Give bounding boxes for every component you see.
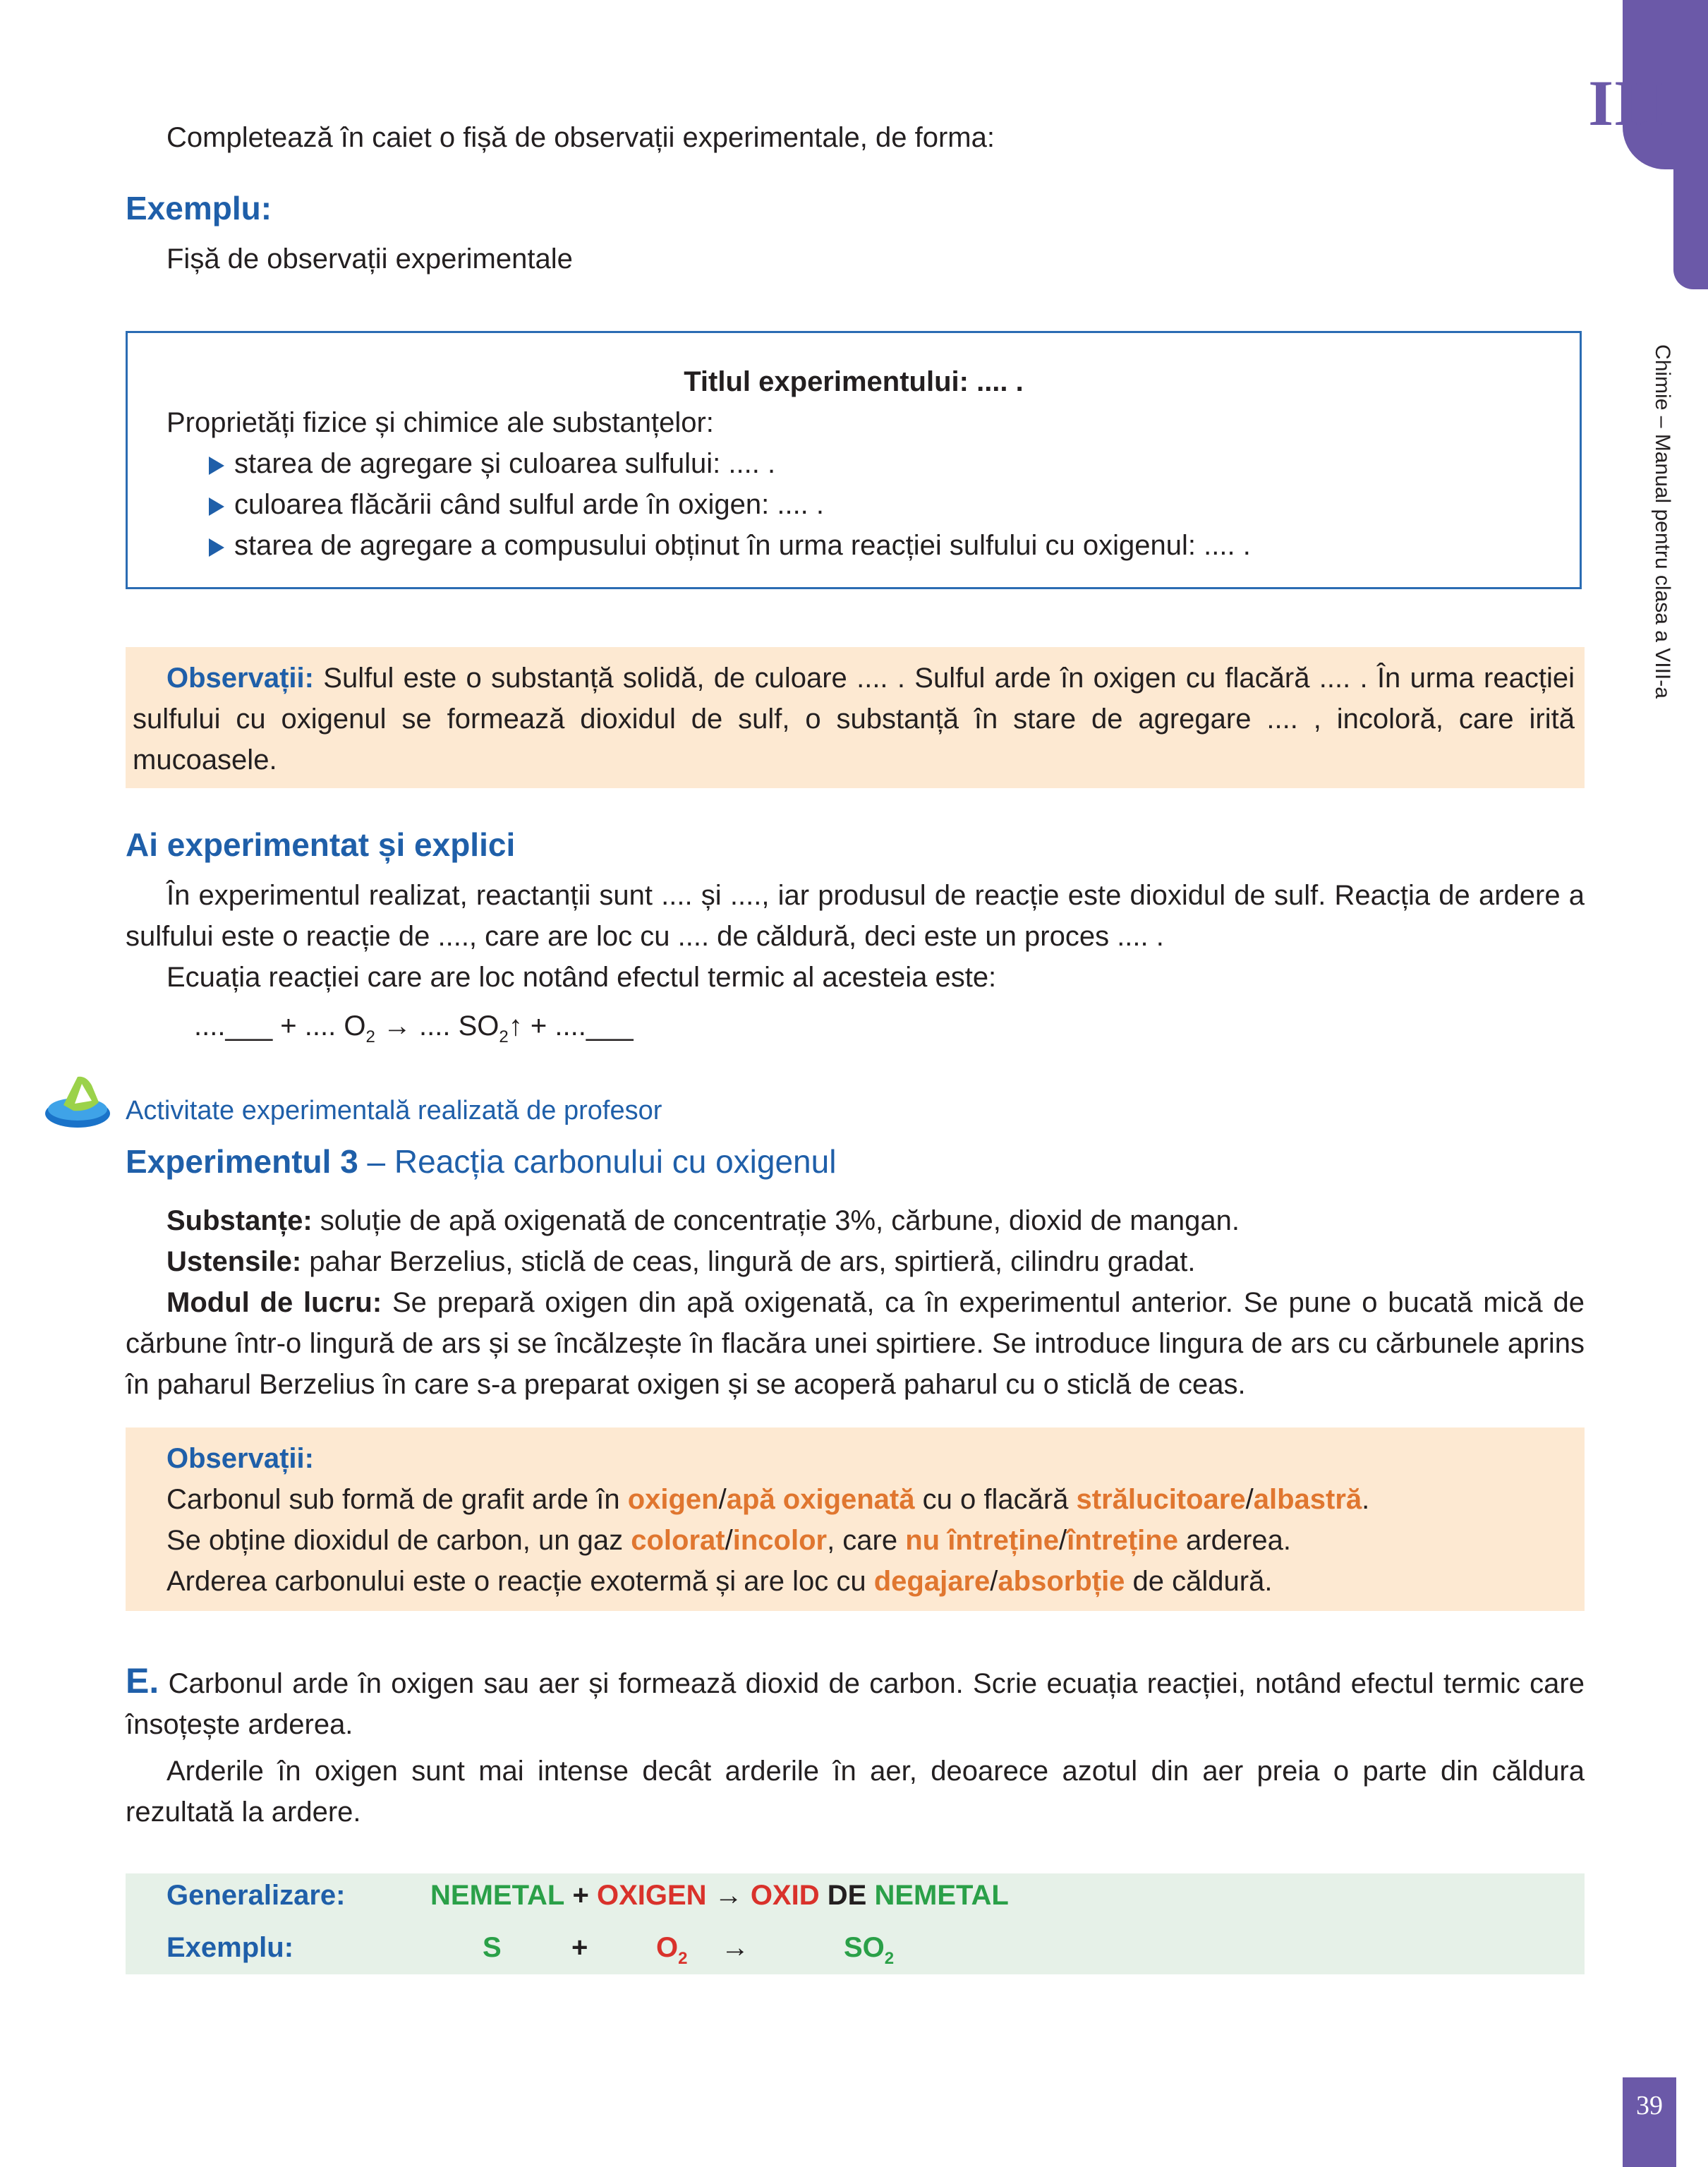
example-heading: Exemplu: xyxy=(126,190,272,227)
sheet-item: starea de agregare a compusului obținut în urma reacției sulfului cu oxigenul: .... . xyxy=(209,525,1251,566)
generalization-formula: NEMETAL + OXIGEN → OXID DE NEMETAL xyxy=(430,1880,1009,1911)
choice-intretine[interactable]: întreține xyxy=(1067,1525,1178,1556)
unit-label: Unitatea xyxy=(1635,197,1659,276)
choice-incolor[interactable]: incolor xyxy=(732,1525,828,1556)
unit-number: III xyxy=(1588,67,1664,139)
choice-colorat[interactable]: colorat xyxy=(631,1525,725,1556)
choice-nu-intretine[interactable]: nu întreține xyxy=(905,1525,1060,1556)
explain-paragraph: În experimentul realizat, reactanții sunt .... și ...., iar produsul de reacție este dioxidul de sulf. Reacția de ardere a sulfului este o reacție de ...., care are loc cu .... de căldură, deci este un proces .... . xyxy=(126,880,1585,952)
sulfur-equation: ....___ + .... $O_2$ → .... $SO_2↑$ + ....___ xyxy=(194,1010,634,1046)
experiment-heading: Experimentul 3 – Reacția carbonului cu oxigenul xyxy=(126,1143,837,1180)
example-arrow: → xyxy=(721,1932,749,1963)
example-plus: + xyxy=(571,1932,588,1963)
sheet-item: starea de agregare și culoarea sulfului: .... . xyxy=(209,443,775,484)
observation-line-1: Carbonul sub formă de grafit arde în oxigen/apă oxigenată cu o flacără strălucitoare/albastră. xyxy=(166,1484,1370,1515)
bullet-triangle-icon xyxy=(209,497,224,516)
method-paragraph: Modul de lucru: Se prepară oxigen din apă oxigenată, ca în experimentul anterior. Se pune o bucată mică de cărbune într-o lingură de ars și se încălzește în flacăra unei spirtiere. Se introduce lingura de ars cu cărbunele aprins în paharul Berzelius în care s-a preparat oxigen și se acoperă paharul cu o sticlă de ceas. xyxy=(126,1287,1585,1400)
choice-stralucitoare[interactable]: strălucitoare xyxy=(1076,1484,1246,1515)
book-title: Chimie – Manual pentru clasa a VIII-a xyxy=(1651,344,1674,699)
sheet-item: culoarea flăcării când sulful arde în oxigen: .... . xyxy=(209,484,824,525)
example-so2: $SO_2$ xyxy=(844,1932,895,1968)
observations-1-text: Observații: Sulful este o substanță solidă, de culoare .... . Sulful arde în oxigen cu flacără .... . În urma reacției sulfului cu oxigenul se formează dioxidul de sulf, o substanță în stare de agregare .... , incoloră, care irită mucoasele. xyxy=(133,663,1575,775)
observations-2-label: Observații: xyxy=(166,1443,314,1474)
substances-line: Substanțe: soluție de apă oxigenată de concentrație 3%, cărbune, dioxid de mangan. xyxy=(166,1205,1240,1236)
page-number: 39 xyxy=(1636,2091,1663,2120)
generalization-label: Generalizare: xyxy=(166,1880,346,1911)
sheet-title: Titlul experimentului: .... . xyxy=(684,366,1024,397)
observation-sheet-box xyxy=(126,331,1582,589)
choice-apa-oxigenata[interactable]: apă oxigenată xyxy=(726,1484,915,1515)
choice-degajare[interactable]: degajare xyxy=(873,1566,991,1597)
choice-albastra[interactable]: albastră xyxy=(1253,1484,1362,1515)
observation-line-3: Arderea carbonului este o reacție exotermă și are loc cu degajare/absorbție de căldură. xyxy=(166,1566,1273,1597)
equation-intro: Ecuația reacției care are loc notând efectul termic al acesteia este: xyxy=(166,962,997,993)
observation-line-2: Se obține dioxidul de carbon, un gaz colorat/incolor, care nu întreține/întreține arderea. xyxy=(166,1525,1292,1556)
experiment-activity-icon xyxy=(42,1073,113,1132)
example-s: S xyxy=(483,1932,502,1963)
unit-tab xyxy=(1673,0,1708,289)
note-paragraph: Arderile în oxigen sunt mai intense decât arderile în aer, deoarece azotul din aer preia o parte din căldura rezultată la ardere. xyxy=(126,1756,1585,1828)
tools-line: Ustensile: pahar Berzelius, sticlă de ceas, lingură de ars, spirtieră, cilindru gradat. xyxy=(166,1246,1196,1277)
bullet-triangle-icon xyxy=(209,457,224,475)
choice-oxigen[interactable]: oxigen xyxy=(627,1484,719,1515)
intro-text: Completează în caiet o fișă de observații experimentale, de forma: xyxy=(166,122,995,153)
explain-heading: Ai experimentat și explici xyxy=(126,826,516,863)
example-o2: $O_2$ xyxy=(656,1932,688,1968)
bullet-triangle-icon xyxy=(209,538,224,557)
task-e: E. Carbonul arde în oxigen sau aer și formează dioxid de carbon. Scrie ecuația reacției, notând efectul termic care însoțește arderea. xyxy=(126,1661,1585,1740)
example-label: Exemplu: xyxy=(166,1932,294,1963)
sheet-subtitle: Proprietăți fizice și chimice ale substanțelor: xyxy=(166,407,714,438)
example-caption: Fișă de observații experimentale xyxy=(166,243,573,274)
activity-label: Activitate experimentală realizată de profesor xyxy=(126,1096,662,1125)
choice-absorbtie[interactable]: absorbție xyxy=(998,1566,1125,1597)
